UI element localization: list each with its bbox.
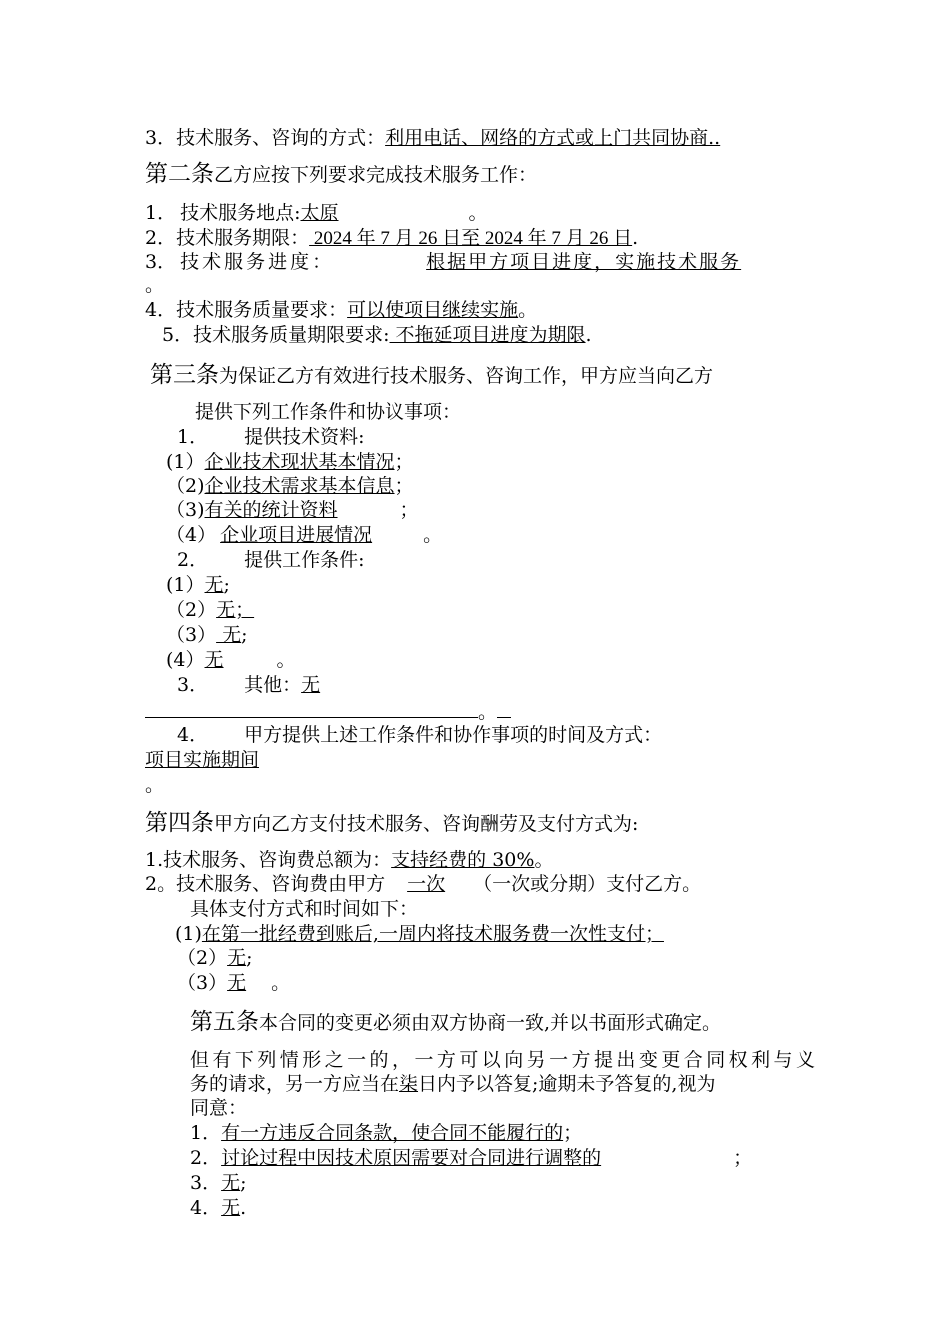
punctuation: 。 — [276, 649, 296, 671]
punctuation: 。 — [423, 524, 443, 546]
punctuation: ; — [223, 574, 230, 596]
item-number: （4） — [166, 524, 217, 546]
service-period-line — [145, 226, 638, 251]
list-item — [190, 1171, 247, 1195]
item-value: 无； — [216, 599, 255, 621]
item-label: 其他： — [244, 674, 302, 696]
list-item — [190, 1196, 246, 1220]
list-item — [175, 922, 664, 946]
item-number: (4） — [166, 649, 205, 671]
item-value: 企业项目进展情况 — [220, 524, 373, 546]
item-number: (1) — [175, 923, 202, 945]
paragraph-text: 日内予以答复;逾期未予答复的,视为 — [418, 1073, 716, 1095]
paragraph-text: 务的请求，另一方应当在 — [190, 1073, 400, 1095]
progress-value: 根据甲方项目进度，实施技术服务 — [426, 251, 742, 273]
item-label: 技术服务质量要求： — [176, 299, 348, 321]
article-text: 本合同的变更必须由双方协商一致,并以书面形式确定。 — [259, 1012, 722, 1034]
punctuation: ； — [563, 1122, 583, 1144]
article-4-heading — [145, 811, 638, 836]
item-label: 技术服务期限： — [176, 227, 310, 249]
list-item — [177, 971, 290, 995]
article-text: 为保证乙方有效进行技术服务、咨询工作，甲方应当向乙方 — [219, 365, 714, 387]
item-value: 无 — [227, 947, 247, 969]
item-number: 4． — [177, 724, 209, 746]
quality-value: 可以使项目继续实施 — [347, 299, 519, 321]
fee-value: 支持经费的 30% — [391, 849, 535, 871]
item-label: （一次或分期）支付乙方。 — [473, 873, 702, 895]
item-number: 2． — [177, 549, 209, 571]
payment-detail-heading: 具体支付方式和时间如下： — [190, 898, 419, 920]
punctuation: ； — [394, 475, 414, 497]
list-item — [166, 598, 254, 622]
provision-end: 。 — [145, 774, 165, 796]
installment-value: 一次 — [407, 873, 446, 895]
service-location-line — [145, 201, 488, 225]
item-number: 3． — [145, 127, 177, 149]
fill-blank — [145, 699, 478, 718]
punctuation: 。 — [518, 299, 538, 321]
time-value: 项目实施期间 — [145, 749, 260, 771]
punctuation: ； — [394, 451, 414, 473]
other-value: 无 — [301, 674, 321, 696]
item-number: 4． — [145, 299, 177, 321]
list-item — [190, 1146, 752, 1170]
list-item — [166, 450, 414, 474]
item-value: 无 — [227, 972, 247, 994]
item-number: (1） — [166, 574, 205, 596]
days-value: 柒 — [399, 1073, 419, 1095]
provision-time-value — [145, 748, 259, 772]
punctuation: 。 — [271, 972, 291, 994]
method-line — [145, 126, 720, 150]
list-item — [177, 946, 253, 970]
item-label: 技术服务、咨询费由甲方 — [176, 873, 386, 895]
item-label: 技术服务地点: — [180, 202, 301, 224]
item-value: 无 — [221, 1172, 241, 1194]
item-number: （3） — [166, 624, 217, 646]
punctuation: ； — [399, 499, 419, 521]
item-label: 技术服务、咨询的方式： — [176, 127, 386, 149]
quality-period-line — [162, 323, 592, 347]
item-number: 1． — [190, 1122, 222, 1144]
item-number: （2） — [177, 947, 228, 969]
item-number: 2． — [190, 1147, 222, 1169]
item-number: 4． — [190, 1197, 222, 1219]
item-label: 提供工作条件: — [244, 549, 365, 571]
quality-line — [145, 298, 537, 322]
list-item — [166, 474, 414, 498]
article-2-heading — [145, 162, 537, 187]
article-5-para-line-3: 同意： — [190, 1097, 248, 1119]
item-label: 技术服务进度： — [180, 251, 335, 273]
list-item — [166, 648, 296, 672]
item-label: 提供技术资料: — [244, 426, 365, 448]
quality-period-value: 不拖延项目进度为期限 — [389, 324, 586, 346]
item-value: 无 — [204, 649, 224, 671]
paragraph-text: 但有下列情形之一的，一方可以向另一方提出变更合同权利与义 — [190, 1049, 815, 1071]
punctuation: 。 — [534, 849, 554, 871]
item-value: 企业技术需求基本信息 — [204, 475, 395, 497]
item-value: 无 — [216, 624, 242, 646]
fee-total-line — [145, 848, 553, 872]
article-title: 第三条 — [150, 362, 219, 388]
location-value: 太原 — [300, 202, 339, 224]
progress-end: 。 — [145, 274, 165, 296]
item-value: 有关的统计资料 — [204, 499, 338, 521]
list-item — [166, 623, 248, 647]
item-number: 5． — [162, 324, 194, 346]
period-value: 2024 年 7 月 26 日至 2024 年 7 月 26 日 — [309, 228, 633, 249]
item-number: （3) — [166, 499, 205, 521]
item-label: 技术服务、咨询费总额为： — [163, 849, 392, 871]
article-5-para-line-1 — [190, 1048, 815, 1072]
item-value: 在第一批经费到账后,一周内将技术服务费一次性支付； — [201, 923, 664, 945]
item-number: 2。 — [145, 873, 177, 895]
article-5-para-line-2 — [190, 1072, 715, 1096]
punctuation: . — [585, 324, 592, 346]
item-number: 3． — [145, 251, 177, 273]
list-item — [166, 573, 230, 597]
item-label: 甲方提供上述工作条件和协作事项的时间及方式： — [244, 724, 663, 746]
article-3-continuation: 提供下列工作条件和协议事项： — [195, 401, 462, 423]
punctuation: . — [632, 227, 639, 249]
item-number: 1. — [145, 849, 164, 871]
list-item — [166, 498, 419, 522]
article-title: 第四条 — [145, 810, 214, 836]
punctuation: ; — [241, 624, 248, 646]
item-number: 1． — [177, 426, 209, 448]
article-text: 乙方应按下列要求完成技术服务工作： — [214, 164, 538, 186]
punctuation: 。 — [478, 701, 498, 723]
item-value: 无 — [221, 1197, 241, 1219]
item-value: 有一方违反合同条款，使合同不能履行的 — [221, 1122, 564, 1144]
tech-data-heading — [177, 425, 365, 449]
item-value: 讨论过程中因技术原因需要对合同进行调整的 — [221, 1147, 602, 1169]
item-number: 3． — [190, 1172, 222, 1194]
article-3-heading — [150, 363, 713, 388]
fill-blank — [497, 699, 511, 718]
article-title: 第二条 — [145, 161, 214, 187]
provision-time-line — [177, 723, 662, 747]
list-item — [190, 1121, 582, 1145]
other-blank-line — [145, 699, 511, 724]
article-5-heading — [190, 1010, 721, 1035]
item-number: （2) — [166, 475, 205, 497]
item-number: 1． — [145, 202, 177, 224]
punctuation: . — [240, 1197, 247, 1219]
item-number: 3． — [177, 674, 209, 696]
item-number: 2． — [145, 227, 177, 249]
article-text: 甲方向乙方支付技术服务、咨询酬劳及支付方式为: — [214, 813, 639, 835]
article-title: 第五条 — [190, 1009, 259, 1035]
item-number: （3） — [177, 972, 228, 994]
punctuation: ; — [240, 1172, 247, 1194]
work-conditions-heading — [177, 548, 365, 572]
list-item — [166, 523, 442, 547]
other-line — [177, 673, 320, 697]
item-label: 技术服务质量期限要求: — [193, 324, 390, 346]
punctuation: ； — [733, 1147, 753, 1169]
method-value: 利用电话、网络的方式或上门共同协商.. — [385, 127, 721, 149]
payment-method-line — [145, 872, 701, 896]
punctuation: ; — [246, 947, 253, 969]
item-number: (1） — [166, 451, 205, 473]
item-value: 无 — [204, 574, 224, 596]
punctuation: 。 — [468, 202, 488, 224]
service-progress-line — [145, 250, 741, 274]
item-value: 企业技术现状基本情况 — [204, 451, 395, 473]
item-number: （2） — [166, 599, 217, 621]
